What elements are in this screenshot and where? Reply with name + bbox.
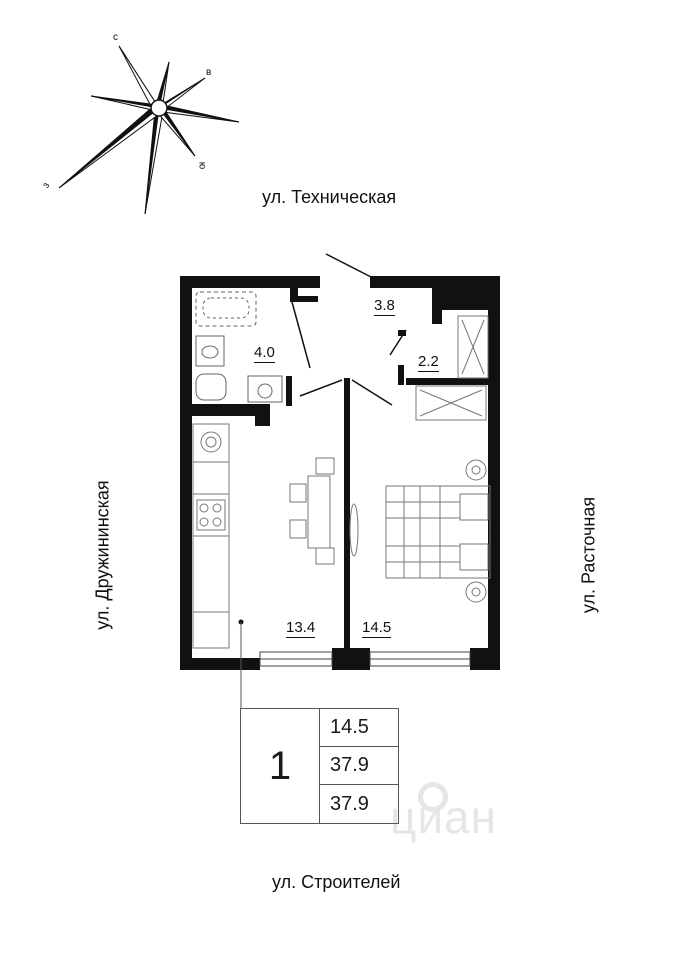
compass-north-label: с [113,32,118,43]
compass-east-label: в [206,67,212,78]
street-label-bottom: ул. Строителей [272,872,401,892]
watermark: циан [390,791,498,843]
summary-total-area-2: 37.9 [330,792,369,815]
summary-living-area: 14.5 [320,709,398,747]
summary-table [240,708,399,824]
compass-west-label: з [40,180,53,191]
room-area-wardrobe [418,354,439,372]
room-area-bedroom-value: 14.5 [362,619,392,636]
street-label-top: ул. Техническая [262,187,397,207]
room-area-bedroom [362,620,391,638]
room-area-kitchen-living [286,620,315,638]
room-area-hall [374,298,395,316]
street-label-left: ул. Дружининская [92,480,113,630]
room-area-kitchen-living-value: 13.4 [286,619,316,636]
rooms-count: 1 [241,709,320,823]
summary-total-area: 37.9 [320,747,398,785]
room-area-hall-value: 3.8 [374,297,395,314]
room-area-wardrobe-value: 2.2 [418,353,439,370]
street-label-right: ул. Расточная [578,496,599,614]
room-area-bathroom [254,345,275,363]
compass-south-label: ю [196,161,208,170]
room-area-bathroom-value: 4.0 [254,344,275,361]
